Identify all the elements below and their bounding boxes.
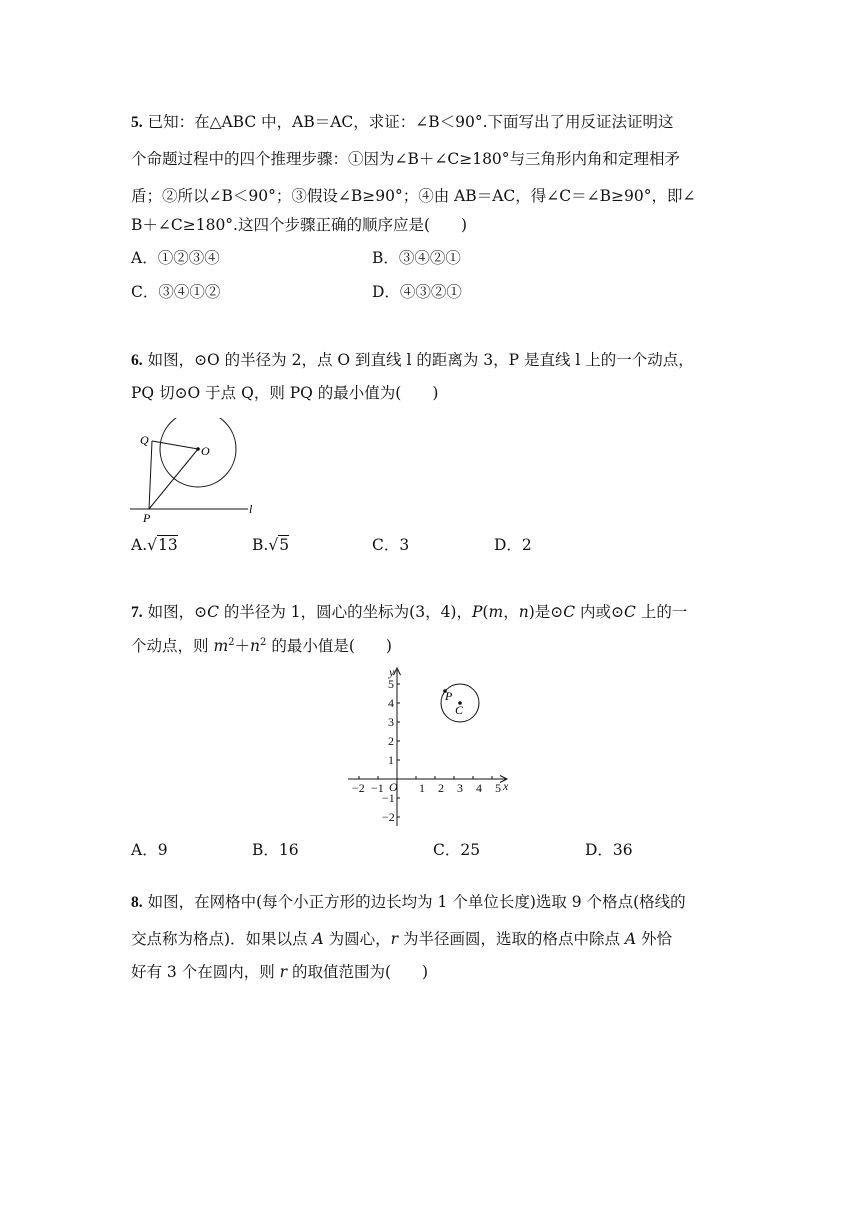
q7-label-c: C [455, 703, 464, 717]
q7-exp1: 2 [228, 637, 235, 648]
q7-option-a: A．9 [131, 841, 168, 859]
q7-p: P [471, 603, 483, 621]
q7-xtick-1: 1 [419, 781, 425, 795]
q7-t1a: 如图，⊙ [147, 603, 208, 621]
q7-t1e: 内或⊙ [575, 603, 625, 621]
q8-r2: r [279, 963, 288, 981]
q7-line-2 [131, 636, 392, 656]
q7-comma: ， [503, 603, 519, 621]
q6-line-1 [131, 350, 694, 371]
q7-n: n [518, 603, 529, 621]
q7-number: 7. [131, 604, 143, 621]
q8-number: 8. [131, 894, 143, 911]
q7-tick-marks [359, 684, 492, 817]
q6-option-c: C．3 [372, 536, 410, 554]
q8-line-3 [131, 962, 428, 982]
q8-t3a: 好有 3 个在圆内，则 [131, 963, 280, 981]
q8-r1: r [390, 930, 399, 948]
q7-xtick-3: 3 [457, 781, 463, 795]
q6-option-d: D．2 [494, 536, 532, 554]
q7-ytick-neg1: −1 [382, 791, 395, 805]
q5-text-1: 已知：在△ABC 中，AB＝AC，求证：∠B＜90°.下面写出了用反证法证明这 [147, 113, 674, 131]
q5-line-1 [131, 112, 674, 133]
q7-t1d: )是⊙ [528, 603, 564, 621]
q6-option-a-prefix: A. [131, 536, 148, 554]
q6-option-b-prefix: B. [252, 536, 269, 554]
q5-line-3: 盾；②所以∠B＜90°；③假设∠B≥90°；④由 AB＝AC，得∠C＝∠B≥90°，即∠ [131, 187, 696, 205]
q7-figure [340, 660, 520, 830]
q6-point-o [196, 447, 200, 451]
q7-xtick-5: 5 [495, 781, 501, 795]
q5-number: 5. [131, 114, 143, 131]
q7-option-b: B．16 [252, 841, 299, 859]
q7-y-label: y [389, 665, 395, 679]
q6-label-q: Q [140, 433, 149, 447]
q7-xtick-2: 2 [438, 781, 444, 795]
q6-option-a [131, 535, 178, 555]
q7-c2: C [563, 603, 576, 621]
q7-xtick-neg1: −1 [371, 781, 384, 795]
q6-segment-qp [149, 441, 152, 509]
q6-figure [128, 418, 258, 524]
q7-plus: ＋ [234, 637, 251, 655]
q8-t3b: 的取值范围为( ) [287, 963, 429, 981]
q8-t2b: 为圆心， [323, 930, 391, 948]
q7-c1: C [207, 603, 219, 621]
q6-segment-po [149, 449, 198, 509]
sqrt-icon: √5 [268, 536, 290, 554]
q7-t2b: 的最小值是( ) [266, 637, 392, 655]
q6-segment-qo [152, 441, 198, 449]
q7-x-label: x [503, 779, 509, 793]
q7-n2: n [250, 637, 261, 655]
q6-label-p: P [143, 511, 151, 524]
q7-paren: ( [482, 603, 489, 621]
q8-a2: A [624, 930, 637, 948]
q8-t2d: 外恰 [636, 930, 673, 948]
q5-option-c: C．③④①② [131, 283, 221, 301]
q6-number: 6. [131, 352, 143, 369]
q7-c3: C [624, 603, 636, 621]
q8-line-1 [131, 892, 686, 913]
q6-option-b [252, 535, 289, 555]
q7-xtick-neg2: −2 [352, 781, 365, 795]
q7-t2a: 个动点，则 [131, 637, 214, 655]
q7-ytick-4: 4 [388, 696, 394, 710]
q6-text-1: 如图，⊙O 的半径为 2，点 O 到直线 l 的距离为 3，P 是直线 l 上的一个动点， [147, 351, 694, 369]
q6-circle-o [160, 418, 236, 487]
q5-option-d: D．④③②① [372, 283, 462, 301]
q7-ytick-neg2: −2 [382, 810, 395, 824]
q7-t1f: 上的一 [635, 603, 688, 621]
q7-m2: m [213, 637, 229, 655]
q6-option-a-radicand: 13 [158, 536, 178, 554]
q7-m: m [488, 603, 504, 621]
q7-ytick-3: 3 [388, 715, 394, 729]
q8-a1: A [312, 930, 324, 948]
q8-t2c: 为半径画圆，选取的格点中除点 [398, 930, 625, 948]
q7-option-d: D．36 [585, 841, 633, 859]
q7-option-c: C．25 [433, 841, 481, 859]
q6-label-o: O [201, 444, 210, 458]
q8-t2a: 交点称为格点)．如果以点 [131, 930, 313, 948]
q7-ytick-1: 1 [388, 753, 394, 767]
q7-ytick-2: 2 [388, 734, 394, 748]
q6-label-l: l [249, 502, 253, 516]
q7-ytick-5: 5 [388, 677, 394, 691]
q6-line-2: PQ 切⊙O 于点 Q，则 PQ 的最小值为( ) [131, 384, 439, 402]
q5-option-b: B．③④②① [372, 249, 461, 267]
q5-option-a: A．①②③④ [131, 249, 220, 267]
q7-xtick-4: 4 [476, 781, 482, 795]
q6-option-b-radicand: 5 [279, 536, 290, 554]
q7-t1b: 的半径为 1，圆心的坐标为(3，4)， [218, 603, 472, 621]
sqrt-icon: √13 [147, 536, 178, 554]
q7-line-1 [131, 602, 687, 623]
q7-exp2: 2 [260, 637, 267, 648]
q8-text-1: 如图，在网格中(每个小正方形的边长均为 1 个单位长度)选取 9 个格点(格线的 [147, 893, 686, 911]
q7-origin-label: O [389, 780, 398, 794]
q7-label-p: P [445, 689, 453, 703]
q5-line-2: 个命题过程中的四个推理步骤：①因为∠B＋∠C≥180°与三角形内角和定理相矛 [131, 150, 681, 168]
q5-line-4: B＋∠C≥180°.这四个步骤正确的顺序应是( ) [131, 216, 468, 234]
q8-line-2 [131, 929, 672, 949]
